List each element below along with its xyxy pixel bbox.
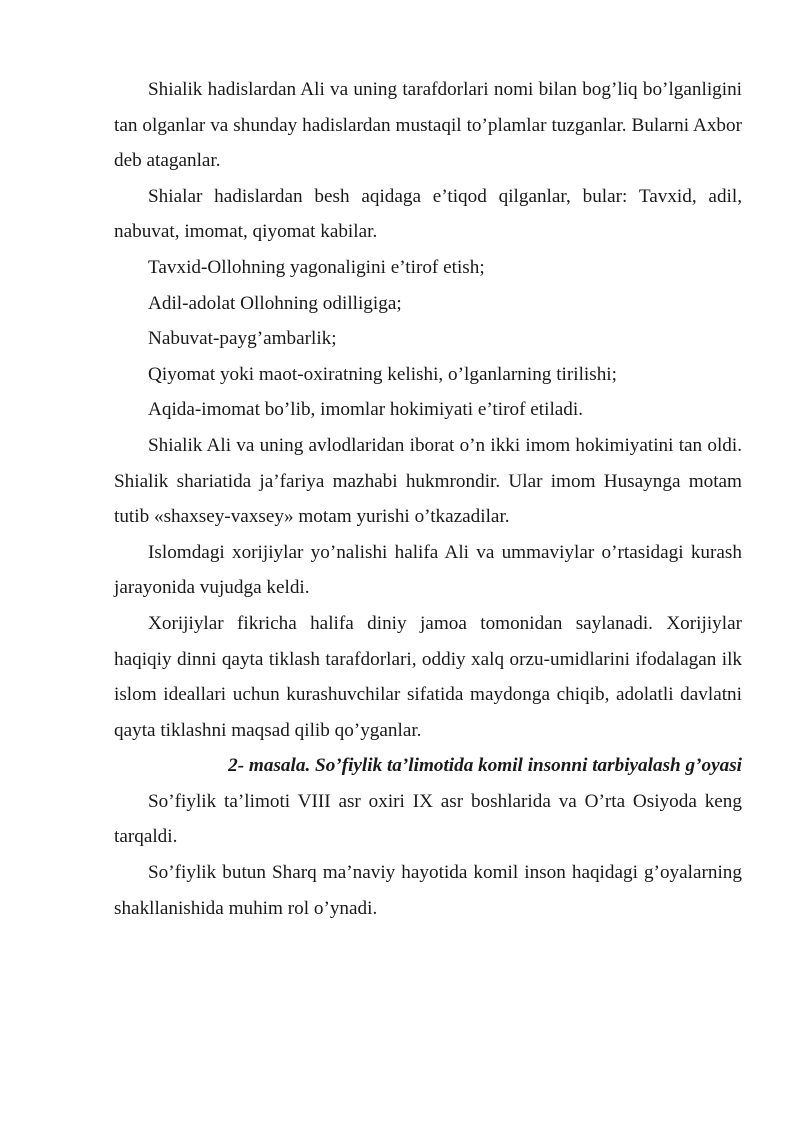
paragraph: Tavxid-Ollohning yagonaligini e’tirof etish; <box>148 256 485 278</box>
paragraph: Shialik hadislardan Ali va uning tarafdorlari nomi bilan bog’liq bo’lganligini tan olganlar va shunday hadislardan mustaqil to’plamlar tuzganlar. Bularni Axbor deb ataganlar. <box>114 79 742 172</box>
paragraph: Aqida-imomat bo’lib, imomlar hokimiyati e’tirof etiladi. <box>148 399 584 421</box>
paragraph: Islomdagi xorijiylar yo’nalishi halifa Ali va ummaviylar o’rtasidagi kurash jarayonida vujudga keldi. <box>114 541 742 599</box>
paragraph: Xorijiylar fikricha halifa diniy jamoa tomonidan saylanadi. Xorijiylar haqiqiy dinni qayta tiklash tarafdorlari, oddiy xalq orzu-umidlarini ifodalagan ilk islom ideallari uchun kurashuvchilar sifatida maydonga chiqib, adolatli davlatni qayta tiklashni maqsad qilib qo’yganlar. <box>114 612 742 741</box>
paragraph: So’fiylik ta’limoti VIII asr oxiri IX asr boshlarida va O’rta Osiyoda keng tarqaldi. <box>114 790 742 848</box>
paragraph: Shialik Ali va uning avlodlaridan iborat o’n ikki imom hokimiyatini tan oldi. Shialik shariatida ja’fariya mazhabi hukmrondir. Ular imom Husaynga motam tutib «shaxsey-vaxsey» motam yurishi o’tkazadilar. <box>114 434 742 528</box>
document-body <box>114 72 742 926</box>
paragraph: So’fiylik butun Sharq ma’naviy hayotida komil inson haqidagi g’oyalarning shakllanishida muhim rol o’ynadi. <box>114 862 742 919</box>
paragraph: Qiyomat yoki maot-oxiratning kelishi, o’lganlarning tirilishi; <box>148 363 617 385</box>
section-heading: 2- masala. So’fiylik ta’limotida komil insonni tarbiyalash g’oyasi <box>228 755 742 777</box>
paragraph: Shialar hadislardan besh aqidaga e’tiqod qilganlar, bular: Tavxid, adil, nabuvat, imomat, qiyomat kabilar. <box>114 185 742 243</box>
paragraph: Nabuvat-payg’ambarlik; <box>148 328 337 350</box>
paragraph: Adil-adolat Ollohning odilligiga; <box>148 292 402 314</box>
